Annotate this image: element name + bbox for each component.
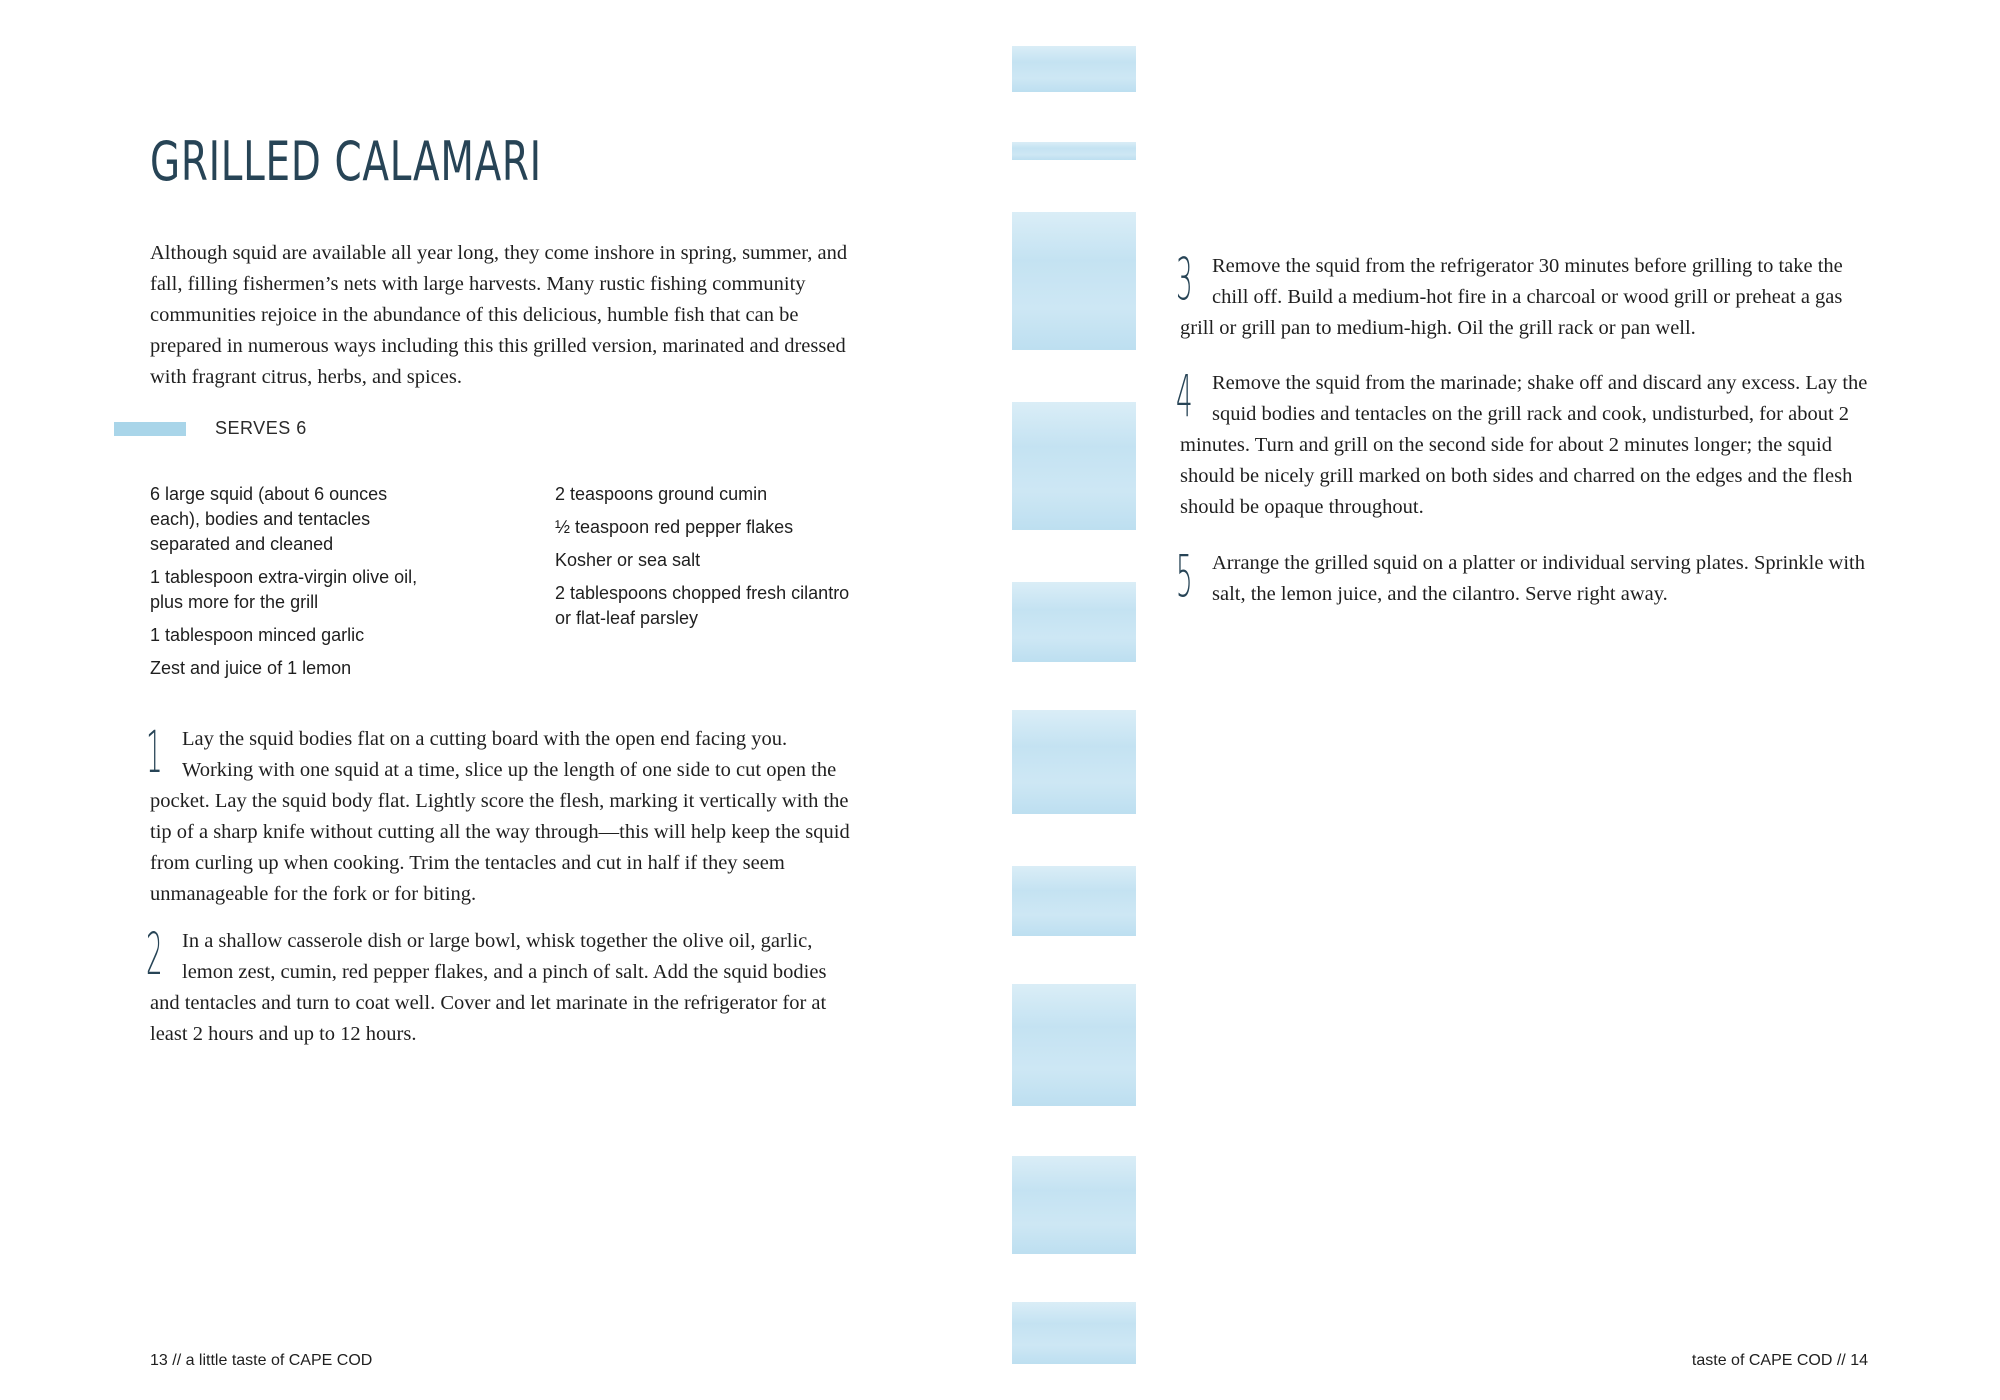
- serves-label: SERVES 6: [215, 418, 307, 438]
- ingredients-column-left: [150, 482, 440, 689]
- step-text: In a shallow casserole dish or large bowl, whisk together the olive oil, garlic, lemon zest, cumin, red pepper flakes, and a pinch of salt. Add the squid bodies and tentacles and turn to coat well. Cover and let marinate in the refrigerator for at least 2 hours and up to 12 hours.: [150, 930, 827, 1045]
- watercolor-block: [1012, 142, 1136, 160]
- serves-accent-bar: [114, 422, 186, 436]
- ingredient-item: Zest and juice of 1 lemon: [150, 658, 352, 678]
- step-number: 3: [1176, 245, 1193, 313]
- step-5: [1176, 542, 1880, 610]
- step-2: [146, 920, 850, 1050]
- footer-right: taste of CAPE COD // 14: [1691, 1352, 1868, 1369]
- ingredients-column-right: [555, 482, 855, 639]
- step-4: [1176, 362, 1880, 523]
- ingredient-item: 1 tablespoon extra-virgin olive oil, plus more for the grill: [150, 567, 418, 612]
- watercolor-block: [1012, 212, 1136, 350]
- ingredient-item: 1 tablespoon minced garlic: [150, 625, 365, 645]
- ingredient-item: 6 large squid (about 6 ounces each), bodies and tentacles separated and cleaned: [150, 484, 388, 554]
- ingredient-item: 2 teaspoons ground cumin: [555, 484, 768, 504]
- watercolor-block: [1012, 402, 1136, 530]
- step-text: Lay the squid bodies flat on a cutting board with the open end facing you. Working with one squid at a time, slice up the length of one side to cut open the pocket. Lay the squid body flat. Lightly score the flesh, marking it vertically with the tip of a sharp knife without cutting all the way through—this will help keep the squid from curling up when cooking. Trim the tentacles and cut in half if they seem unmanageable for the fork or for biting.: [150, 728, 850, 905]
- footer-left: 13 // a little taste of CAPE COD: [150, 1352, 373, 1369]
- ingredient-item: 2 tablespoons chopped fresh cilantro or flat-leaf parsley: [555, 583, 850, 628]
- recipe-title: GRILLED CALAMARI: [150, 130, 542, 193]
- step-3: [1176, 245, 1880, 344]
- step-text: Remove the squid from the marinade; shake off and discard any excess. Lay the squid bodies and tentacles on the grill rack and cook, undisturbed, for about 2 minutes. Turn and grill on the second side for about 2 minutes longer; the squid should be nicely grill marked on both sides and charred on the edges and the flesh should be opaque throughout.: [1180, 372, 1868, 518]
- step-text: Arrange the grilled squid on a platter or individual serving plates. Sprinkle with salt, the lemon juice, and the cilantro. Serve right away.: [1212, 552, 1866, 605]
- watercolor-block: [1012, 1302, 1136, 1364]
- step-number: 5: [1176, 542, 1193, 610]
- ingredient-item: ½ teaspoon red pepper flakes: [555, 517, 794, 537]
- watercolor-block: [1012, 582, 1136, 662]
- step-number: 4: [1176, 362, 1193, 430]
- ingredient-item: Kosher or sea salt: [555, 550, 701, 570]
- step-1: [146, 718, 850, 910]
- watercolor-block: [1012, 710, 1136, 814]
- watercolor-block: [1012, 46, 1136, 92]
- watercolor-block: [1012, 984, 1136, 1106]
- step-number: 2: [146, 920, 163, 988]
- watercolor-block: [1012, 1156, 1136, 1254]
- recipe-intro: Although squid are available all year long, they come inshore in spring, summer, and fall, filling fishermen’s nets with large harvests. Many rustic fishing community communities rejoice in the abundance of this delicious, humble fish that can be prepared in numerous ways including this this grilled version, marinated and dressed with fragrant citrus, herbs, and spices.: [150, 242, 848, 388]
- watercolor-spine-decoration: [1012, 0, 1136, 1400]
- step-text: Remove the squid from the refrigerator 30 minutes before grilling to take the chill off. Build a medium-hot fire in a charcoal or wood grill or preheat a gas grill or grill pan to medium-high. Oil the grill rack or pan well.: [1180, 255, 1843, 339]
- watercolor-block: [1012, 866, 1136, 936]
- step-number: 1: [146, 718, 163, 786]
